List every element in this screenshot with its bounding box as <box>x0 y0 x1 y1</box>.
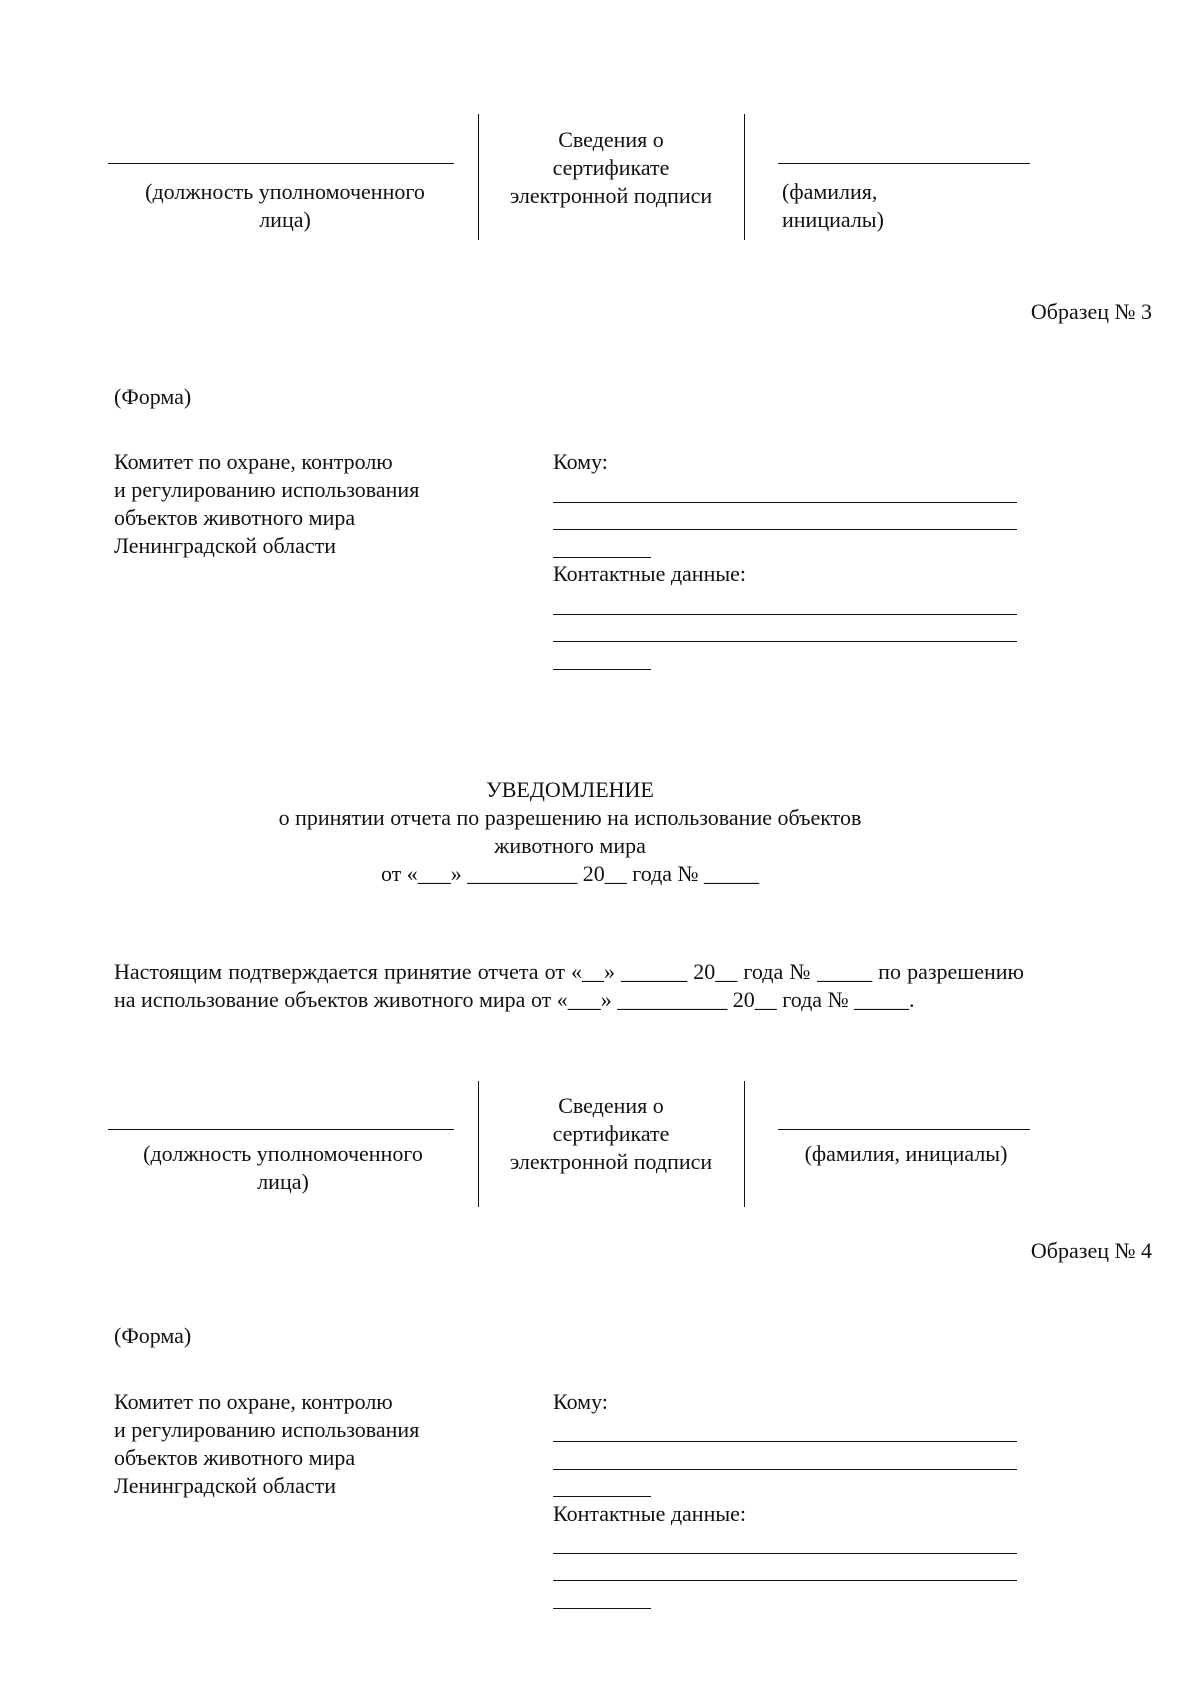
committee-address <box>114 448 474 560</box>
notice-date-line: от «___» __________ 20__ года № _____ <box>380 861 760 886</box>
certificate-line: сертификате <box>552 155 670 180</box>
name-signature-line <box>778 1129 1030 1130</box>
committee-line: объектов животного мира <box>114 505 356 530</box>
form-label: (Форма) <box>114 384 192 409</box>
notice-subtitle: о принятии отчета по разрешению на использование объектов <box>278 805 862 830</box>
contacts-label: Контактные данные: <box>553 1501 746 1526</box>
position-signature-line <box>108 163 454 164</box>
contacts-field-line[interactable] <box>553 1553 1017 1554</box>
recipient-field-line[interactable] <box>553 502 1017 503</box>
recipient-field-line[interactable] <box>553 529 1017 530</box>
divider-right <box>744 1081 745 1207</box>
recipient-field-line[interactable] <box>553 557 651 558</box>
committee-address <box>114 1388 474 1500</box>
recipient-field-line[interactable] <box>553 1496 651 1497</box>
divider-left <box>478 114 479 240</box>
contacts-field-line[interactable] <box>553 641 1017 642</box>
certificate-line: электронной подписи <box>509 183 713 208</box>
position-caption: (должность уполномоченного лица) <box>145 179 425 232</box>
recipient-field-line[interactable] <box>553 1441 1017 1442</box>
certificate-line: Сведения о <box>558 1093 664 1118</box>
name-signature-line <box>778 163 1030 164</box>
divider-right <box>744 114 745 240</box>
committee-line: и регулированию использования <box>114 1417 420 1442</box>
position-caption: (должность уполномоченного лица) <box>143 1141 423 1194</box>
recipient-field-line[interactable] <box>553 1469 1017 1470</box>
certificate-line: электронной подписи <box>509 1149 713 1174</box>
divider-left <box>478 1081 479 1207</box>
contacts-field-line[interactable] <box>553 669 651 670</box>
recipient-label: Кому: <box>553 1389 608 1414</box>
certificate-line: сертификате <box>552 1121 670 1146</box>
recipient-label: Кому: <box>553 449 608 474</box>
committee-line: Комитет по охране, контролю <box>114 449 393 474</box>
contacts-field-line[interactable] <box>553 1608 651 1609</box>
name-caption: (фамилия, инициалы) <box>782 179 884 232</box>
contacts-field-line[interactable] <box>553 614 1017 615</box>
committee-line: Ленинградской области <box>114 533 336 558</box>
name-caption: (фамилия, инициалы) <box>804 1141 1008 1166</box>
position-signature-line <box>108 1129 454 1130</box>
notice-heading <box>150 776 990 888</box>
committee-line: и регулированию использования <box>114 477 420 502</box>
sample-number-label: Образец № 4 <box>1030 1238 1152 1263</box>
committee-line: объектов животного мира <box>114 1445 356 1470</box>
sample-number-label: Образец № 3 <box>1030 299 1152 324</box>
form-label: (Форма) <box>114 1323 192 1348</box>
certificate-line: Сведения о <box>558 127 664 152</box>
certificate-info <box>480 1092 742 1176</box>
contacts-field-line[interactable] <box>553 1580 1017 1581</box>
certificate-info <box>480 126 742 210</box>
contacts-label: Контактные данные: <box>553 561 746 586</box>
committee-line: Ленинградской области <box>114 1473 336 1498</box>
notice-body-text: Настоящим подтверждается принятие отчета от «__» ______ 20__ года № _____ по разрешению на использование объектов животного мира от «___» __________ 20__ года № _____. <box>114 959 1024 1012</box>
notice-title: УВЕДОМЛЕНИЕ <box>486 777 654 802</box>
committee-line: Комитет по охране, контролю <box>114 1389 393 1414</box>
notice-subtitle: животного мира <box>494 833 646 858</box>
